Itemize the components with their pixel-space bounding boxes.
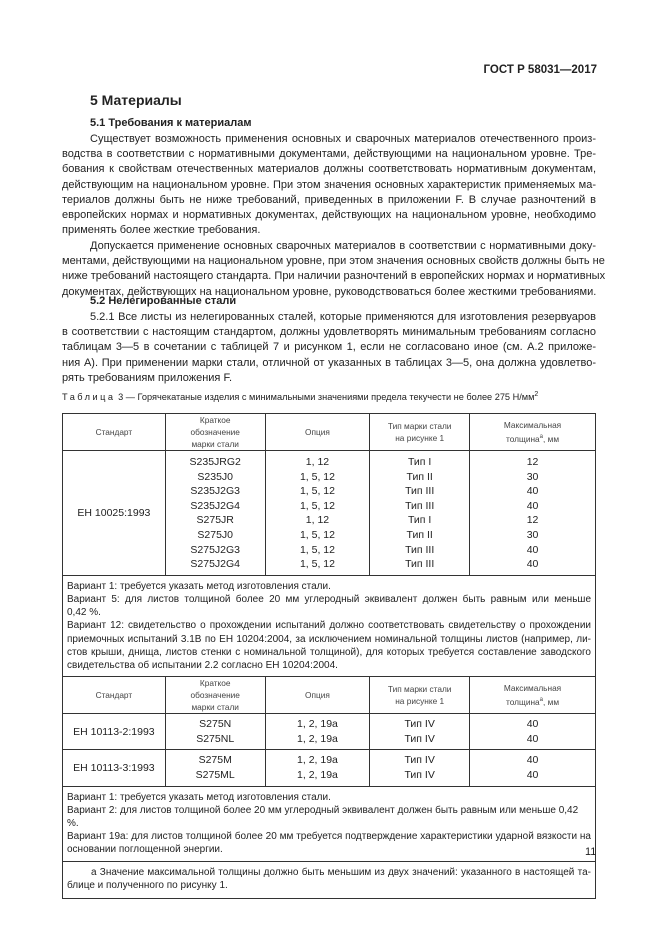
text-line: Допускается применение основных сварочных материалов в соответствии с нормативными доку- [90,240,596,252]
cell-value: 40 [526,754,539,767]
cell-value: S275J2G3 [190,543,241,556]
text-line: Существует возможность применения основных и сварочных материалов отечественного произ- [90,133,596,145]
cell-value: Тип III [405,543,435,556]
table-notes [63,786,596,861]
table-3 [62,413,596,899]
note-line: Вариант 1: требуется указать метод изготовления стали. [67,791,331,803]
header-standard: Стандарт [63,414,166,451]
cell-value: S275JR [196,514,234,527]
cell-value: 12 [526,514,539,527]
text-line: бования к свойствам отечественных материалов должны соответствовать нормативным документам, [62,163,596,176]
paragraph-2 [62,239,606,300]
header-type: Тип марки стали на рисунке 1 [370,677,470,714]
table-row-group [63,451,596,576]
cell-standard: ЕН 10025:1993 [63,451,166,576]
header-standard: Стандарт [63,677,166,714]
cell-value: Тип IV [404,754,435,767]
cell-value: Тип IV [404,718,435,731]
header-thickness: Максимальная толщина$^а$, мм [470,677,596,714]
cell-value: 40 [526,543,539,556]
cell-value: 40 [526,485,539,498]
cell-value: S275N [199,718,232,731]
note-line: Вариант 5: для листов толщиной более 20 мм углеродный эквивалент должен быть равным или меньше [67,593,591,605]
cell-value: 1, 2, 19a [297,754,338,767]
page-number: 11 [585,846,597,858]
table-header-row [63,414,596,451]
note-line: Вариант 12: свидетельство о прохождении испытаний должно соответствовать свидетельству о прохождении [67,620,591,632]
note-line: Вариант 1: требуется указать метод изготовления стали. [67,580,331,592]
cell-standard: ЕН 10113-2:1993 [63,714,166,750]
note-line: основании поглощенной энергии. [67,844,223,856]
text-line: ния А). При применении марки стали, отличной от указанных в таблицах 3—5, она должна удовлетво- [62,356,596,369]
table-caption: Таблица 3 — Горячекатаные изделия с минимальными значениями предела текучести не более 275 $Н/мм^2$ [62,391,539,403]
cell-value: 1, 5, 12 [299,485,335,498]
text-line: ментами, действующими на национальном уровне, при этом значения основных свойств должны быть не [62,255,605,268]
cell-value: Тип III [405,485,435,498]
section-title: 5 Материалы [90,92,182,108]
cell-value: 30 [526,470,539,483]
cell-standard: ЕН 10113-3:1993 [63,750,166,786]
text-line: действующим на национальном уровне. При этом значения основных характеристик применяемых ма- [62,178,596,191]
cell-value: S275ML [195,768,235,781]
cell-value: S235J2G3 [190,485,241,498]
cell-value: Тип II [406,470,433,483]
text-line: 5.2.1 Все листы из нелегированных сталей, которые применяются для изготовления резервуаров [90,311,596,323]
table-row-group [63,714,596,750]
cell-value: S275J0 [197,528,234,541]
cell-value: S275M [198,754,232,767]
text-line: применять более жесткие требования. [62,224,261,237]
cell-value: Тип IV [404,768,435,781]
cell-value: 30 [526,528,539,541]
cell-value: 1, 12 [305,456,330,468]
cell-value: 1, 2, 19a [297,768,338,781]
cell-value: Тип I [407,456,432,468]
cell-value: 1, 2, 19a [297,718,338,731]
text-line: водства в соответствии с нормативными документами, действующими на национальном уровне. Тре- [62,148,596,161]
cell-value: 12 [526,456,539,468]
cell-value: S235J2G4 [190,499,241,512]
cell-value: 1, 5, 12 [299,499,335,512]
cell-value: S235JRG2 [189,456,241,468]
cell-value: S275J2G4 [190,558,241,571]
subsection-title-5-2: 5.2 Нелегированные стали [90,295,237,307]
cell-value: S275NL [196,732,235,745]
header-thickness: Максимальная толщина$^а$, мм [470,414,596,451]
table-footnote [63,861,596,898]
cell-value: S235J0 [197,470,234,483]
cell-value: Тип I [407,514,432,527]
text-line: европейских нормах и нормативных документах, действующих на национальном уровне, необходимо [62,209,596,222]
text-line: ниже требований настоящего стандарта. При наличии разночтений в европейских нормах и нормативных [62,270,606,283]
paragraph-1 [62,132,596,238]
text-line: в соответствии с настоящим стандартом, должны удовлетворять минимальным требованиям согласно [62,326,596,339]
subsection-title-5-1: 5.1 Требования к материалам [90,117,252,129]
cell-value: Тип IV [404,732,435,745]
cell-value: 40 [526,732,539,745]
note-line: Вариант 2: для листов толщиной более 20 мм углеродный эквивалент должен быть равным или меньше 0,42 %. [67,804,579,829]
note-line: Вариант 19а: для листов толщиной более 20 мм требуется подтверждение характеристики ударной вязкости на [67,831,591,843]
cell-value: Тип III [405,499,435,512]
cell-value: 1, 5, 12 [299,543,335,556]
table-row-group [63,750,596,786]
cell-value: 40 [526,499,539,512]
header-option: Опция [265,414,370,451]
cell-value: 40 [526,558,539,571]
note-line: свидетельства об испытании 2.2 согласно ЕН 10204:2004. [67,659,338,671]
note-line: приемочных испытаний 3.1B по ЕН 10204:2004, за исключением номинальной толщины листов (например, ли- [67,633,591,645]
header-option: Опция [265,677,370,714]
cell-value: 1, 5, 12 [299,528,335,541]
cell-value: 40 [526,718,539,731]
cell-value: Тип II [406,528,433,541]
text-line: териалов должны быть не ниже требований, приведенных в приложении F. В случае разночтений в [62,193,596,206]
cell-value: Тип III [405,558,435,571]
text-line: рять требованиям приложения F. [62,371,232,384]
table-header-row [63,677,596,714]
cell-value: 1, 5, 12 [299,470,335,483]
table-notes [63,575,596,676]
cell-value: 1, 2, 19a [297,732,338,745]
text-line: таблицам 3—5 в сочетании с таблицей 7 и рисунком 1, если не согласовано иное (см. А.2 приложе- [62,341,596,354]
header-grade: Краткое обозначение марки стали [165,414,265,451]
paragraph-3 [62,310,596,386]
footnote-line: а Значение максимальной толщины должно быть меньшим из двух значений: указанного в настоящей та- [91,866,591,878]
cell-value: 40 [526,768,539,781]
cell-value: 1, 5, 12 [299,558,335,571]
document-header: ГОСТ Р 58031—2017 [483,64,597,76]
note-line: стов крыши, днища, листов стенки с номинальной толщиной), для которых требуется составление заводского [67,646,591,658]
header-type: Тип марки стали на рисунке 1 [370,414,470,451]
text-line: документах, действующих на национальном уровне, руководствоваться более жесткими требованиями. [62,285,597,298]
header-grade: Краткое обозначение марки стали [165,677,265,714]
footnote-line: блице и полученного по рисунку 1. [67,879,228,891]
cell-value: 1, 12 [305,514,330,527]
note-line: 0,42 %. [67,607,101,619]
